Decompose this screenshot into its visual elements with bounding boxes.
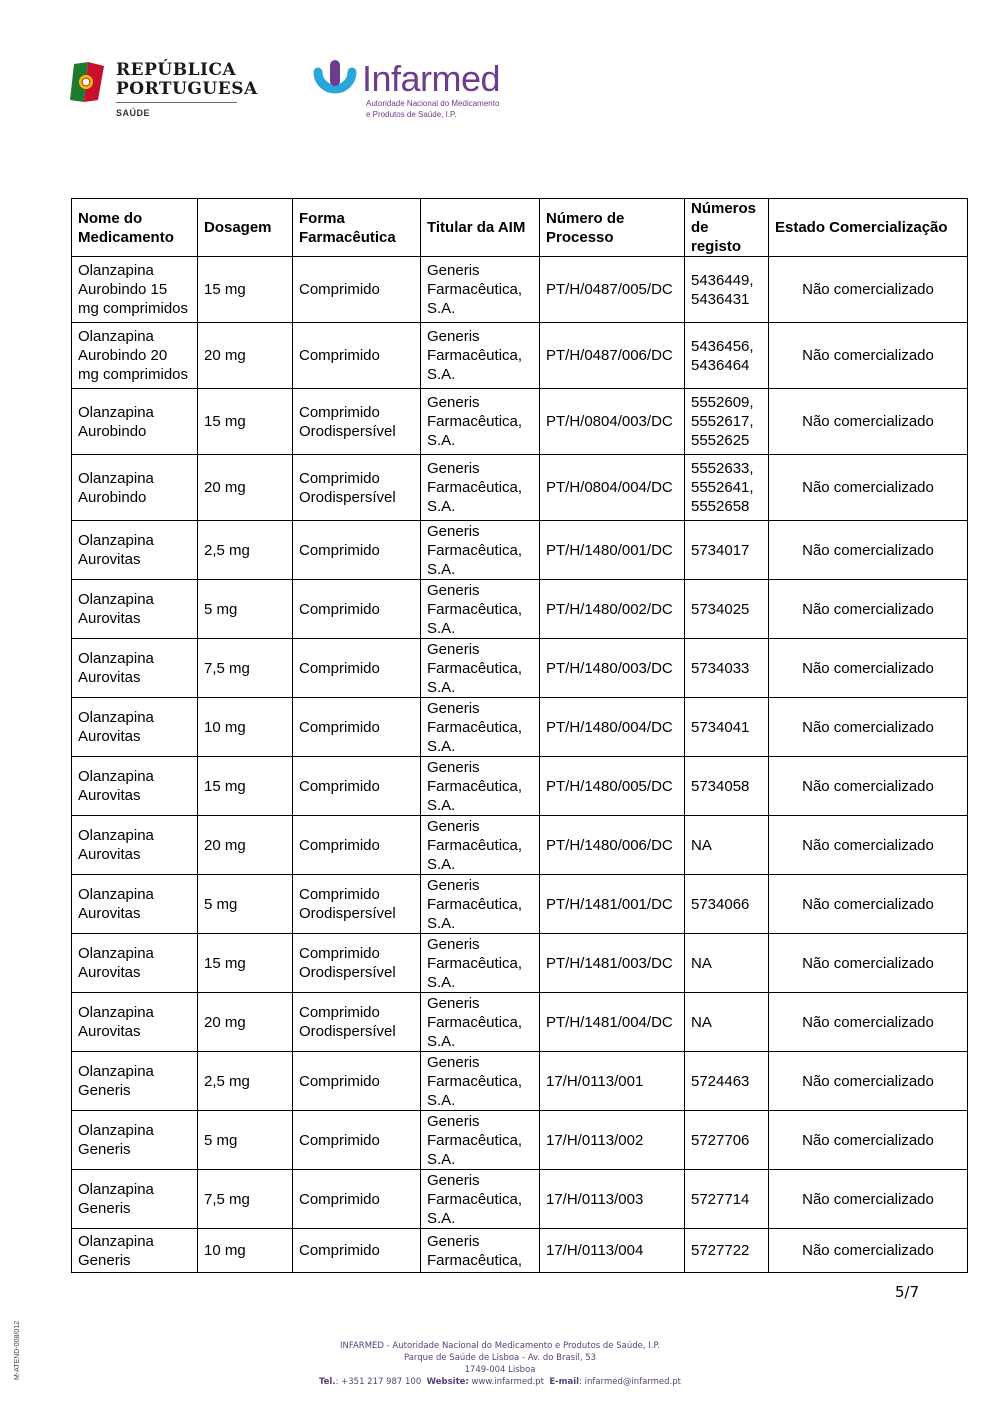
cell-processo: 17/H/0113/004 xyxy=(540,1229,685,1273)
cell-nome: Olanzapina Generis xyxy=(72,1229,198,1273)
table-row xyxy=(72,757,968,816)
cell-titular: Generis Farmacêutica, S.A. xyxy=(421,580,540,639)
cell-estado: Não comercializado xyxy=(769,639,968,698)
table-row xyxy=(72,1052,968,1111)
cell-registo: 5734066 xyxy=(685,875,769,934)
header-estado: Estado Comercialização xyxy=(769,199,968,257)
cell-processo: 17/H/0113/001 xyxy=(540,1052,685,1111)
cell-forma: Comprimido xyxy=(293,639,421,698)
cell-estado: Não comercializado xyxy=(769,521,968,580)
infarmed-subtitle xyxy=(366,98,499,120)
cell-dosagem: 7,5 mg xyxy=(198,639,293,698)
footer xyxy=(0,1340,1000,1388)
cell-processo: PT/H/1480/002/DC xyxy=(540,580,685,639)
header-nome: Nome do Medicamento xyxy=(72,199,198,257)
table-row xyxy=(72,993,968,1052)
cell-registo: 5734033 xyxy=(685,639,769,698)
header-registo: Números de registo xyxy=(685,199,769,257)
cell-registo: 5552633, 5552641, 5552658 xyxy=(685,455,769,521)
cell-processo: PT/H/1480/001/DC xyxy=(540,521,685,580)
medicines-table xyxy=(71,198,968,1273)
page-number: 5/7 xyxy=(895,1283,920,1301)
cell-processo: PT/H/1480/004/DC xyxy=(540,698,685,757)
table-row xyxy=(72,1170,968,1229)
table-row xyxy=(72,580,968,639)
cell-forma: Comprimido xyxy=(293,1170,421,1229)
cell-titular: Generis Farmacêutica, S.A. xyxy=(421,455,540,521)
cell-registo: 5436449, 5436431 xyxy=(685,257,769,323)
cell-forma: Comprimido Orodispersível xyxy=(293,875,421,934)
cell-dosagem: 5 mg xyxy=(198,875,293,934)
cell-nome: Olanzapina Aurovitas xyxy=(72,639,198,698)
footer-line2: Parque de Saúde de Lisboa - Av. do Brasil, 53 xyxy=(403,1353,597,1363)
cell-registo: 5727722 xyxy=(685,1229,769,1273)
cell-nome: Olanzapina Aurovitas xyxy=(72,934,198,993)
table-row xyxy=(72,934,968,993)
cell-forma: Comprimido xyxy=(293,580,421,639)
table-row xyxy=(72,323,968,389)
infarmed-name: Infarmed xyxy=(362,58,501,99)
cell-processo: PT/H/1481/004/DC xyxy=(540,993,685,1052)
email-label: E-mail xyxy=(549,1377,580,1387)
saude-text: SAÚDE xyxy=(116,108,151,118)
cell-dosagem: 2,5 mg xyxy=(198,1052,293,1111)
cell-processo: PT/H/1481/003/DC xyxy=(540,934,685,993)
cell-nome: Olanzapina Generis xyxy=(72,1111,198,1170)
cell-forma: Comprimido xyxy=(293,323,421,389)
cell-forma: Comprimido xyxy=(293,1111,421,1170)
table-header-row xyxy=(72,199,968,257)
cell-estado: Não comercializado xyxy=(769,875,968,934)
cell-dosagem: 5 mg xyxy=(198,580,293,639)
cell-titular: Generis Farmacêutica, S.A. xyxy=(421,816,540,875)
tel-label: Tel. xyxy=(318,1377,336,1387)
cell-nome: Olanzapina Aurovitas xyxy=(72,521,198,580)
cell-estado: Não comercializado xyxy=(769,757,968,816)
cell-titular: Generis Farmacêutica, S.A. xyxy=(421,875,540,934)
cell-forma: Comprimido Orodispersível xyxy=(293,934,421,993)
header-processo: Número de Processo xyxy=(540,199,685,257)
cell-nome: Olanzapina Aurovitas xyxy=(72,580,198,639)
cell-forma: Comprimido xyxy=(293,1229,421,1273)
table-row xyxy=(72,875,968,934)
header-titular: Titular da AIM xyxy=(421,199,540,257)
table-row xyxy=(72,389,968,455)
cell-nome: Olanzapina Generis xyxy=(72,1052,198,1111)
cell-registo: 5734025 xyxy=(685,580,769,639)
cell-estado: Não comercializado xyxy=(769,455,968,521)
cell-dosagem: 7,5 mg xyxy=(198,1170,293,1229)
cell-processo: PT/H/1480/006/DC xyxy=(540,816,685,875)
cell-estado: Não comercializado xyxy=(769,323,968,389)
cell-estado: Não comercializado xyxy=(769,1111,968,1170)
header-dosagem: Dosagem xyxy=(198,199,293,257)
email-link[interactable]: : infarmed@infarmed.pt xyxy=(579,1377,681,1387)
website-label: Website: xyxy=(426,1377,469,1387)
cell-processo: PT/H/0487/005/DC xyxy=(540,257,685,323)
cell-processo: PT/H/0804/004/DC xyxy=(540,455,685,521)
republica-portuguesa-logo xyxy=(68,58,258,122)
cell-titular: Generis Farmacêutica, S.A. xyxy=(421,323,540,389)
cell-nome: Olanzapina Aurobindo 20 mg comprimidos xyxy=(72,323,198,389)
cell-registo: 5552609, 5552617, 5552625 xyxy=(685,389,769,455)
cell-estado: Não comercializado xyxy=(769,389,968,455)
cell-titular: Generis Farmacêutica, S.A. xyxy=(421,389,540,455)
header-forma: Forma Farmacêutica xyxy=(293,199,421,257)
table-row xyxy=(72,1111,968,1170)
republica-text: REPÚBLICA xyxy=(116,60,237,80)
table-row xyxy=(72,455,968,521)
cell-registo: 5727706 xyxy=(685,1111,769,1170)
cell-registo: 5734017 xyxy=(685,521,769,580)
cell-estado: Não comercializado xyxy=(769,257,968,323)
cell-dosagem: 15 mg xyxy=(198,757,293,816)
portugal-flag-icon xyxy=(68,60,106,104)
infarmed-mark-icon xyxy=(312,58,358,104)
website-link[interactable]: www.infarmed.pt xyxy=(468,1377,544,1387)
cell-titular: Generis Farmacêutica, S.A. xyxy=(421,1170,540,1229)
cell-dosagem: 20 mg xyxy=(198,993,293,1052)
table-row xyxy=(72,257,968,323)
document-code: M-ATEND-008/012 xyxy=(14,1320,21,1380)
cell-forma: Comprimido xyxy=(293,757,421,816)
cell-nome: Olanzapina Aurovitas xyxy=(72,993,198,1052)
cell-nome: Olanzapina Aurovitas xyxy=(72,757,198,816)
cell-registo: 5727714 xyxy=(685,1170,769,1229)
table-row xyxy=(72,816,968,875)
cell-forma: Comprimido xyxy=(293,698,421,757)
table-row xyxy=(72,521,968,580)
cell-processo: PT/H/0487/006/DC xyxy=(540,323,685,389)
cell-estado: Não comercializado xyxy=(769,698,968,757)
cell-estado: Não comercializado xyxy=(769,580,968,639)
cell-titular: Generis Farmacêutica, S.A. xyxy=(421,698,540,757)
cell-dosagem: 15 mg xyxy=(198,934,293,993)
cell-estado: Não comercializado xyxy=(769,1170,968,1229)
tel-value: : +351 217 987 100 xyxy=(335,1377,422,1387)
footer-line1: INFARMED - Autoridade Nacional do Medicamento e Produtos de Saúde, I.P. xyxy=(340,1341,660,1351)
infarmed-logo xyxy=(312,58,502,122)
cell-forma: Comprimido xyxy=(293,257,421,323)
cell-forma: Comprimido xyxy=(293,521,421,580)
cell-dosagem: 2,5 mg xyxy=(198,521,293,580)
infarmed-subtitle-line1: Autoridade Nacional do Medicamento xyxy=(366,99,500,108)
cell-processo: PT/H/1480/003/DC xyxy=(540,639,685,698)
cell-nome: Olanzapina Aurovitas xyxy=(72,698,198,757)
cell-processo: PT/H/1480/005/DC xyxy=(540,757,685,816)
cell-registo: 5724463 xyxy=(685,1052,769,1111)
cell-nome: Olanzapina Aurobindo xyxy=(72,389,198,455)
cell-processo: PT/H/0804/003/DC xyxy=(540,389,685,455)
portuguesa-text: PORTUGUESA xyxy=(116,79,258,99)
cell-processo: 17/H/0113/003 xyxy=(540,1170,685,1229)
cell-forma: Comprimido Orodispersível xyxy=(293,993,421,1052)
cell-dosagem: 10 mg xyxy=(198,1229,293,1273)
cell-nome: Olanzapina Aurobindo xyxy=(72,455,198,521)
cell-estado: Não comercializado xyxy=(769,1052,968,1111)
table-row xyxy=(72,639,968,698)
cell-estado: Não comercializado xyxy=(769,934,968,993)
cell-dosagem: 15 mg xyxy=(198,389,293,455)
cell-estado: Não comercializado xyxy=(769,816,968,875)
cell-dosagem: 20 mg xyxy=(198,323,293,389)
cell-dosagem: 10 mg xyxy=(198,698,293,757)
cell-titular: Generis Farmacêutica, S.A. xyxy=(421,757,540,816)
infarmed-subtitle-line2: e Produtos de Saúde, I.P. xyxy=(366,110,457,119)
cell-forma: Comprimido Orodispersível xyxy=(293,389,421,455)
cell-titular: Generis Farmacêutica, xyxy=(421,1229,540,1273)
cell-titular: Generis Farmacêutica, S.A. xyxy=(421,993,540,1052)
cell-forma: Comprimido Orodispersível xyxy=(293,455,421,521)
logo-divider xyxy=(116,102,237,103)
cell-processo: 17/H/0113/002 xyxy=(540,1111,685,1170)
cell-nome: Olanzapina Aurovitas xyxy=(72,875,198,934)
cell-titular: Generis Farmacêutica, S.A. xyxy=(421,257,540,323)
cell-registo: NA xyxy=(685,934,769,993)
cell-forma: Comprimido xyxy=(293,1052,421,1111)
cell-dosagem: 5 mg xyxy=(198,1111,293,1170)
table-row xyxy=(72,1229,968,1273)
cell-dosagem: 20 mg xyxy=(198,816,293,875)
cell-forma: Comprimido xyxy=(293,816,421,875)
cell-titular: Generis Farmacêutica, S.A. xyxy=(421,639,540,698)
cell-registo: NA xyxy=(685,816,769,875)
cell-titular: Generis Farmacêutica, S.A. xyxy=(421,934,540,993)
cell-registo: NA xyxy=(685,993,769,1052)
cell-registo: 5436456, 5436464 xyxy=(685,323,769,389)
cell-titular: Generis Farmacêutica, S.A. xyxy=(421,521,540,580)
cell-titular: Generis Farmacêutica, S.A. xyxy=(421,1052,540,1111)
cell-registo: 5734041 xyxy=(685,698,769,757)
cell-registo: 5734058 xyxy=(685,757,769,816)
cell-nome: Olanzapina Generis xyxy=(72,1170,198,1229)
cell-titular: Generis Farmacêutica, S.A. xyxy=(421,1111,540,1170)
cell-processo: PT/H/1481/001/DC xyxy=(540,875,685,934)
cell-dosagem: 20 mg xyxy=(198,455,293,521)
cell-estado: Não comercializado xyxy=(769,1229,968,1273)
footer-contacts xyxy=(0,1376,1000,1388)
footer-line3: 1749-004 Lisboa xyxy=(464,1365,536,1375)
cell-estado: Não comercializado xyxy=(769,993,968,1052)
table-row xyxy=(72,698,968,757)
cell-dosagem: 15 mg xyxy=(198,257,293,323)
cell-nome: Olanzapina Aurovitas xyxy=(72,816,198,875)
cell-nome: Olanzapina Aurobindo 15 mg comprimidos xyxy=(72,257,198,323)
